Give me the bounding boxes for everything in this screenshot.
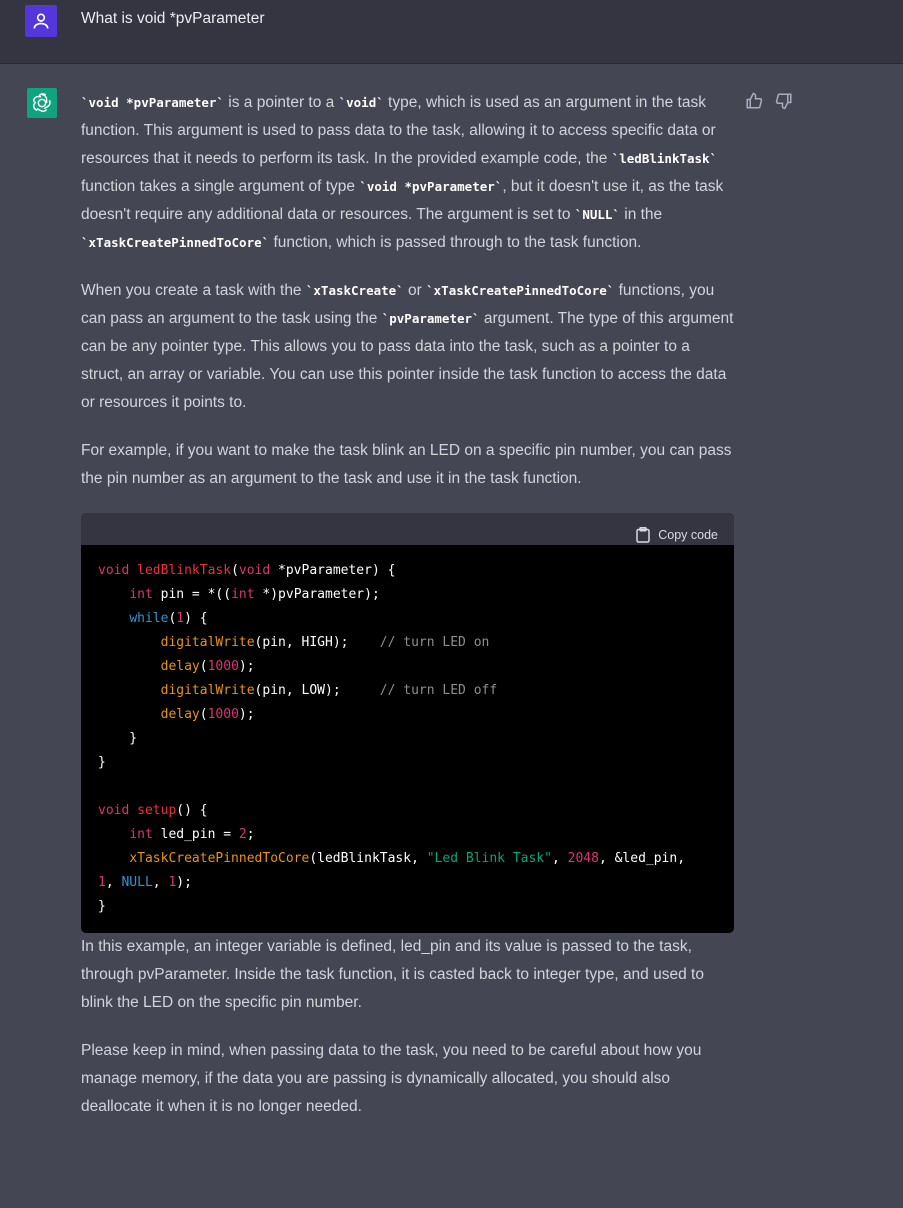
answer-paragraph-1: `void *pvParameter` is a pointer to a `void` type, which is used as an argument in the task function. This argument is used to pass data to the task, allowing it to access specific data or resources that it needs to perform its task. In the provided example code, the `ledBlinkTask` function takes a single argument of type `void *pvParameter`, but it doesn't use it, as the task doesn't require any additional data or resources. The argument is set to `NULL` in the `xTaskCreatePinnedToCore` function, which is passed through to the task function. <box>81 94 724 251</box>
code-block <box>81 513 734 933</box>
user-message-row <box>0 0 903 64</box>
assistant-answer <box>81 89 736 1141</box>
thumbs-down-icon[interactable] <box>775 92 793 110</box>
inline-code: `xTaskCreatePinnedToCore` <box>426 283 615 298</box>
user-question: What is void *pvParameter <box>81 10 265 27</box>
copy-code-button[interactable] <box>636 521 718 549</box>
user-icon <box>31 11 51 31</box>
answer-paragraph-4: In this example, an integer variable is defined, led_pin and its value is passed to the task, through pvParameter. Inside the task function, it is casted back to integer type, and used to blink the LED on the specific pin number. <box>81 938 704 1011</box>
answer-paragraph-2: When you create a task with the `xTaskCreate` or `xTaskCreatePinnedToCore` functions, you can pass an argument to the task using the `pvParameter` argument. The type of this argument can be any pointer type. This allows you to pass data into the task, such as a pointer to a struct, an array or variable. You can use this pointer inside the task function to access the data or resources it points to. <box>81 282 734 411</box>
code-content[interactable]: void ledBlinkTask(void *pvParameter) { int pin = *((int *)pvParameter); while(1) { digitalWrite(pin, HIGH); // turn LED on delay(1000); digitalWrite(pin, LOW); // turn LED off delay(1000); } } void setup() { int led_pin = 2; xTaskCreatePinnedToCore(ledBlinkTask, "Led Blink Task", 2048, &led_pin, 1, NULL, 1); } <box>98 563 686 914</box>
feedback-buttons <box>745 92 793 110</box>
inline-code: `void *pvParameter` <box>359 179 503 194</box>
inline-code: `NULL` <box>574 207 620 222</box>
code-header <box>81 513 734 545</box>
clipboard-icon <box>636 527 650 543</box>
inline-code: `ledBlinkTask` <box>611 151 718 166</box>
inline-code: `void *pvParameter` <box>81 95 224 110</box>
copy-code-label: Copy code <box>658 528 718 542</box>
inline-code: `pvParameter` <box>381 311 480 326</box>
openai-logo-icon <box>31 92 53 114</box>
user-avatar <box>25 5 57 37</box>
inline-code: `xTaskCreate` <box>305 283 404 298</box>
answer-paragraph-5: Please keep in mind, when passing data to the task, you need to be careful about how you manage memory, if the data you are passing is dynamically allocated, you should also deallocate it when it is no longer needed. <box>81 1042 702 1115</box>
inline-code: `void` <box>338 95 384 110</box>
answer-paragraph-3: For example, if you want to make the task blink an LED on a specific pin number, you can pass the pin number as an argument to the task and use it in the task function. <box>81 442 732 487</box>
thumbs-up-icon[interactable] <box>745 92 763 110</box>
inline-code: `xTaskCreatePinnedToCore` <box>81 235 270 250</box>
assistant-avatar <box>27 88 57 118</box>
